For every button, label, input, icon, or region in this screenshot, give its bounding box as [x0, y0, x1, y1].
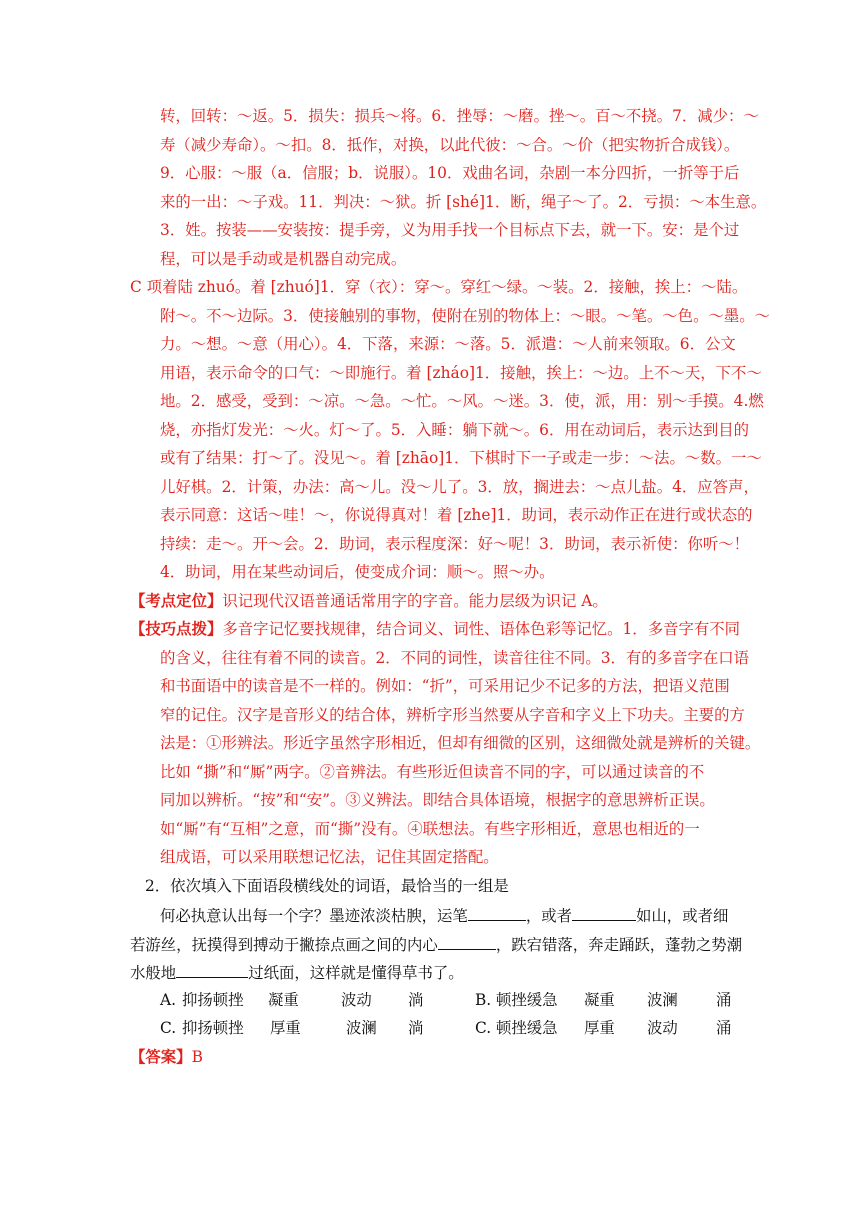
option-word: 顿挫缓急 [496, 1019, 558, 1037]
text-line: 和书面语中的读音是不一样的。例如：“折”，可采用记少不记多的方法，把语义范围 [160, 677, 730, 695]
passage-text: ，跌宕错落，奔走踊跃，蓬勃之势潮 [495, 936, 743, 954]
passage-text: 如山，或者细 [636, 907, 729, 925]
text-line: 或有了结果：打～了。没见～。着 [zhāo]1．下棋时下一子或走一步：～法。～数。一～ [160, 449, 762, 467]
text-line: 9．心服：～服（a．信服；b．说服）。10．戏曲名词，杂剧一本分四折，一折等于后 [160, 164, 740, 182]
passage-text: 何必执意认出每一个字？墨迹浓淡枯腴，运笔 [160, 907, 468, 925]
passage-text: 水般地 [130, 964, 177, 982]
option-word: 波动 [647, 1019, 678, 1037]
fill-blank-1 [468, 904, 526, 921]
text-line: 程，可以是手动或是机器自动完成。 [160, 250, 407, 268]
option-word: 淌 [408, 1019, 424, 1037]
text-line: 附～。不～边际。3．使接触别的事物，使附在别的物体上：～眼。～笔。～色。～墨。～ [160, 307, 771, 325]
text-line: 持续：走～。开～会。2．助词，表示程度深：好～呢！3．助词，表示祈使：你听～！ [160, 535, 750, 553]
text-line: 比如 “撕”和“厮”两字。②音辨法。有些形近但读音不同的字，可以通过读音的不 [160, 763, 705, 781]
option-word: 厚重 [584, 1019, 615, 1037]
text-line: 3．姓。按装——安装按：提手旁，义为用手找一个目标点下去，就一下。安：是个过 [160, 221, 740, 239]
text-line: 儿好棋。2．计策，办法：高～儿。没～儿了。3．放，搁进去：～点儿盐。4．应答声， [160, 478, 759, 496]
text-line: 转，回转：～返。5．损失：损兵～将。6．挫辱：～磨。挫～。百～不挠。7．减少：～ [160, 107, 759, 125]
passage-text: 若游丝，抚摸得到搏动于撇捺点画之间的内心 [130, 936, 438, 954]
option-word: 抑扬顿挫 [182, 991, 244, 1009]
jiqiao-first-line [130, 619, 740, 639]
option-word: 波动 [341, 991, 372, 1009]
text-line: 窄的记住。汉字是音形义的结合体，辨析字形当然要从字音和字义上下功夫。主要的方 [160, 706, 745, 724]
passage-text: 过纸面，这样就是懂得草书了。 [248, 964, 464, 982]
text-line: 表示同意：这话～哇！～，你说得真对！着 [zhe]1．助词，表示动作正在进行或状态的 [160, 506, 753, 524]
fill-blank-3 [438, 933, 496, 950]
text-line: 力。～想。～意（用心）。4．下落，来源：～落。5．派遣：～人前来领取。6．公文 [160, 335, 736, 353]
option-word: 抑扬顿挫 [182, 1019, 244, 1037]
option-word: 厚重 [270, 1019, 301, 1037]
text-line: 如“厮”有“互相”之意，而“撕”没有。④联想法。有些字形相近，意思也相近的一 [160, 820, 700, 838]
passage-line [130, 961, 464, 983]
kaodian-text: 识记现代汉语普通话常用字的字音。能力层级为识记 A。 [222, 592, 608, 610]
option-word: 顿挫缓急 [496, 991, 558, 1009]
option-word: 涌 [716, 1019, 732, 1037]
passage-line [160, 904, 728, 926]
option-word: 凝重 [268, 991, 299, 1009]
option-word: 凝重 [584, 991, 615, 1009]
text-line: 寿（减少寿命）。～扣。8．抵作，对换，以此代彼：～合。～价（把实物折合成钱）。 [160, 136, 740, 154]
option-label: C. [475, 1019, 492, 1037]
option-label: B. [475, 991, 492, 1009]
text-line: 组成语，可以采用联想记忆法，记住其固定搭配。 [160, 848, 499, 866]
option-label: A. [160, 991, 177, 1009]
answer-section [130, 1047, 203, 1067]
jiqiao-label: 【技巧点拨】 [130, 620, 223, 638]
option-word: 涌 [716, 991, 732, 1009]
text-line: 法是：①形辨法。形近字虽然字形相近，但却有细微的区别，这细微处就是辨析的关键。 [160, 734, 761, 752]
kaodian-label: 【考点定位】 [130, 592, 223, 610]
text-line: 来的一出：～子戏。11．判决：～狱。折 [shé]1．断，绳子～了。2．亏损：～本生意。 [160, 193, 767, 211]
fill-blank-2 [572, 904, 636, 921]
text-line: 地。2．感受，受到：～凉。～急。～忙。～风。～迷。3．使，派，用：别～手摸。4.燃 [160, 392, 764, 410]
text-line: 用语，表示命令的口气：～即施行。着 [zháo]1．接触，挨上：～边。上不～天，下不～ [160, 364, 762, 382]
answer-value: B [191, 1048, 203, 1066]
text-line: 的含义，往往有着不同的读音。2．不同的词性，读音往往不同。3．有的多音字在口语 [160, 649, 750, 667]
passage-line [130, 933, 742, 955]
option-word: 波澜 [346, 1019, 377, 1037]
kaodian-section [130, 591, 608, 611]
jiqiao-text: 多音字记忆要找规律，结合词义、词性、语体色彩等记忆。1．多音字有不同 [222, 620, 741, 638]
text-line: 同加以辨析。“按”和“安”。③义辨法。即结合具体语境，根据字的意思辨析正误。 [160, 791, 715, 809]
text-line: C 项着陆 zhuó。着 [zhuó]1．穿（衣）：穿～。穿红～绿。～装。2．接触，挨上：～陆。 [130, 278, 748, 296]
option-word: 波澜 [647, 991, 678, 1009]
passage-text: ，或者 [525, 907, 573, 925]
question-stem: 2．依次填入下面语段横线处的词语，最恰当的一组是 [145, 877, 509, 895]
option-word: 淌 [408, 991, 424, 1009]
text-line: 烧，亦指灯发光：～火。灯～了。5．入睡：躺下就～。6．用在动词后，表示达到目的 [160, 421, 750, 439]
text-line: 4．助词，用在某些动词后，使变成介词：顺～。照～办。 [160, 563, 555, 581]
option-label: C. [160, 1019, 177, 1037]
fill-blank-4 [176, 961, 248, 978]
answer-label: 【答案】 [130, 1048, 192, 1066]
